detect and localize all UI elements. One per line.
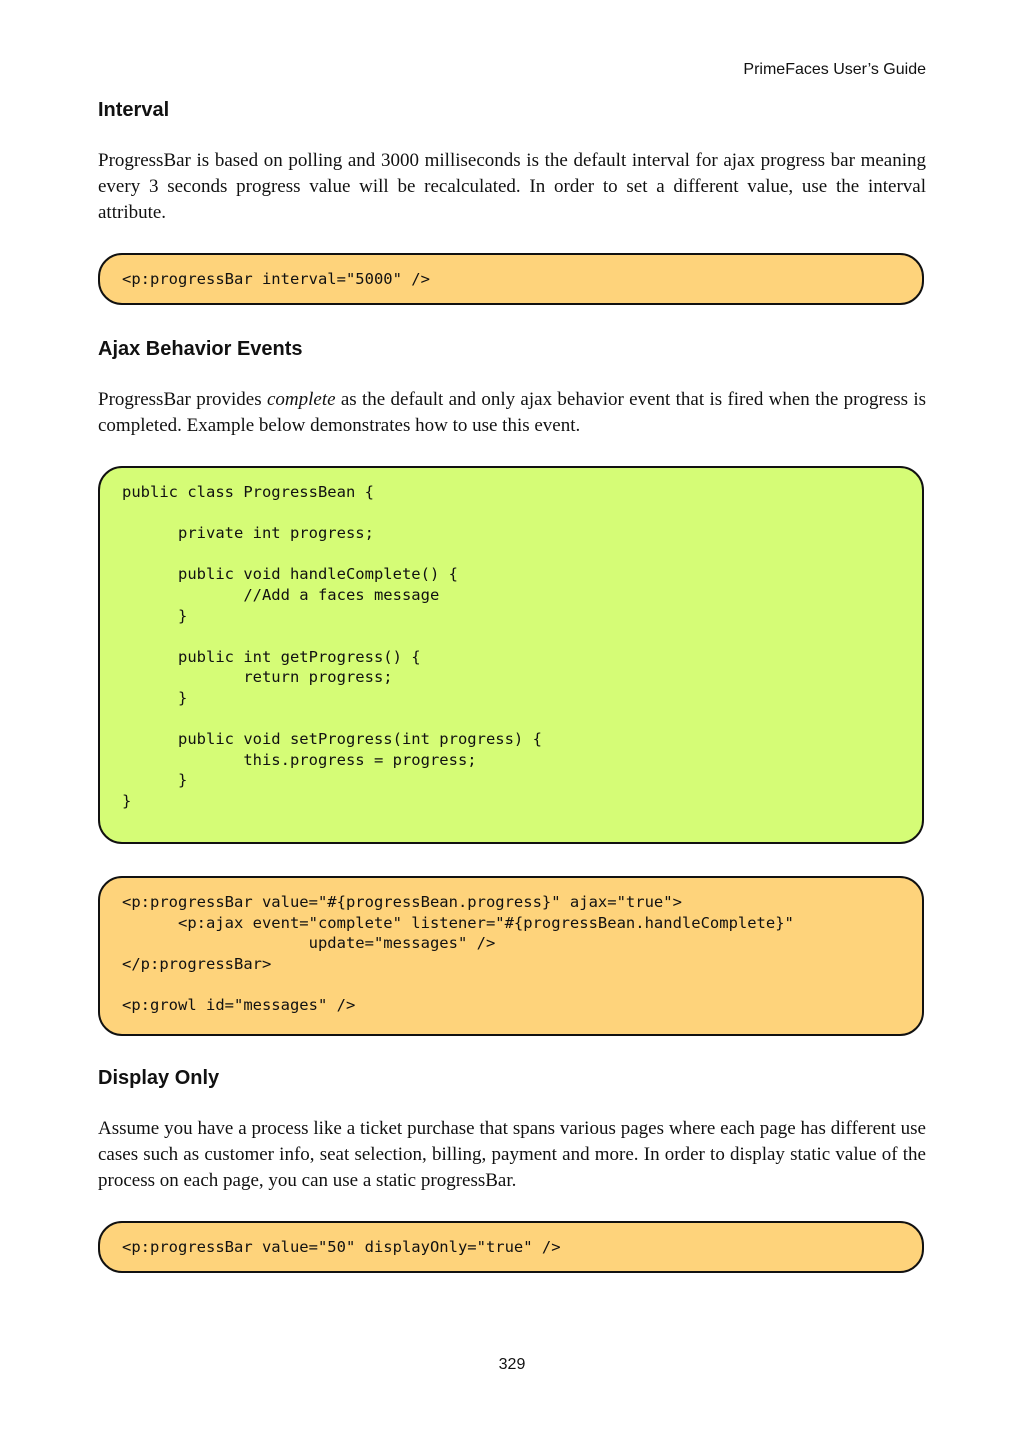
paragraph-emphasis: complete — [266, 389, 336, 410]
code-block-progressbar-ajax: <p:progressBar value="#{progressBean.progress}" ajax="true"> <p:ajax event="complete" listener="#{progressBean.handleComplete}" update="messages" /> </p:progressBar> <p:growl id="messages" /> — [98, 876, 924, 1036]
heading-interval: Interval — [98, 99, 170, 121]
paragraph-ajax-behavior-events — [98, 387, 926, 439]
code-block-progress-bean: public class ProgressBean { private int progress; public void handleComplete() { //Add a faces message } public int getProgress() { return progress; } public void setProgress(int progress) { this.progress = progress; } } — [98, 466, 924, 844]
page-number: 329 — [498, 1356, 526, 1373]
code-block-display-only: <p:progressBar value="50" displayOnly="true" /> — [98, 1221, 924, 1273]
paragraph-text: as the default and only ajax behavior event that is fired when the progress is completed. Example below demonstrates how to use this event. — [98, 389, 926, 436]
paragraph-display-only: Assume you have a process like a ticket purchase that spans various pages where each page has different use cases such as customer info, seat selection, billing, payment and more. In order to display static value of the process on each page, you can use a static progressBar. — [98, 1118, 926, 1191]
code-block-interval: <p:progressBar interval="5000" /> — [98, 253, 924, 305]
heading-display-only: Display Only — [98, 1067, 220, 1089]
paragraph-interval: ProgressBar is based on polling and 3000 milliseconds is the default interval for ajax progress bar meaning every 3 seconds progress value will be recalculated. In order to set a different value, use the interval attribute. — [98, 150, 926, 223]
heading-ajax-behavior-events: Ajax Behavior Events — [98, 338, 303, 360]
running-header: PrimeFaces User’s Guide — [743, 61, 926, 78]
paragraph-text: ProgressBar provides — [98, 389, 267, 410]
